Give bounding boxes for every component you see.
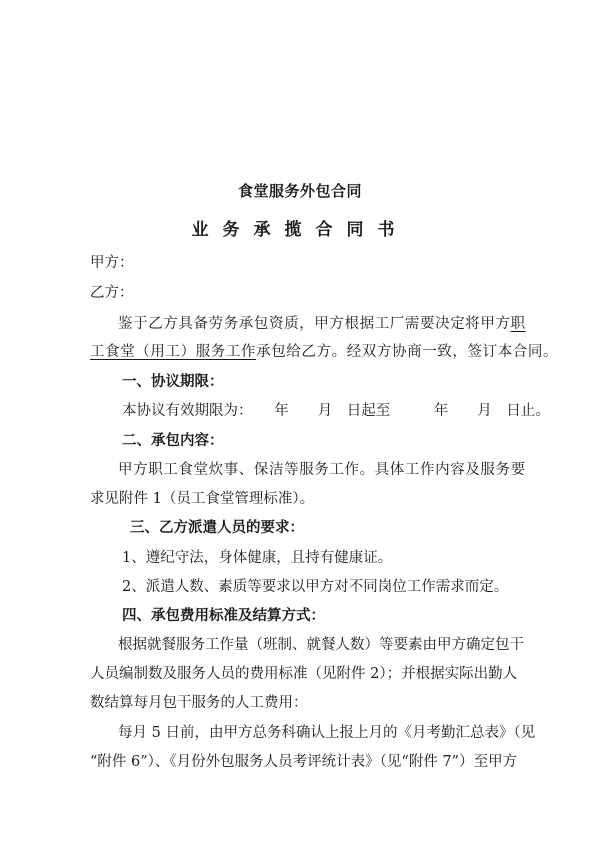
section-4-heading: 四、承包费用标准及结算方式： [122,607,325,624]
intro-line-2 [90,342,558,362]
section-3-heading: 三、乙方派遣人员的要求： [130,519,304,536]
document-title: 业务承揽合同书 [191,220,409,240]
section-4-text-5: “附件 6”）、《月份外包服务人员考评统计表》（见“附件 7”）至甲方 [90,754,518,770]
section-1-heading: 一、协议期限： [122,373,224,390]
underlined-text: 工食堂（用工）服务工作 [90,344,257,360]
section-3-item-1: 1、遵纪守法，身体健康，且持有健康证。 [122,550,393,566]
document-subtitle: 食堂服务外包合同 [237,182,362,200]
section-2-heading: 二、承包内容： [122,432,224,449]
party-b-label: 乙方： [90,285,134,301]
section-2-text-2: 求见附件 1（员工食堂管理标准）。 [90,491,315,507]
section-4-text-1: 根据就餐服务工作量（班制、就餐人数）等要素由甲方确定包干 [118,637,524,653]
intro-text: 鉴于乙方具备劳务承包资质，甲方根据工厂需要决定将甲方 [118,316,511,332]
intro-text: 承包给乙方。经双方协商一致，签订本合同。 [256,344,559,360]
party-a-label: 甲方： [90,255,134,271]
underlined-text: 职 [510,316,526,332]
section-4-text-3: 数结算每月包干服务的人工费用： [90,695,308,711]
section-4-text-2: 人员编制数及服务人员的费用标准（见附件 2）；并根据实际出勤人 [90,666,518,682]
section-2-text-1: 甲方职工食堂炊事、保洁等服务工作。具体工作内容及服务要 [118,462,526,478]
section-3-item-2: 2、派遣人数、素质等要求以甲方对不同岗位工作需求而定。 [122,579,509,595]
section-1-text: 本协议有效期限为： 年 月 日起至 年 月 日止。 [122,403,550,419]
intro-line-1 [118,314,526,334]
section-4-text-4: 每月 5 日前，由甲方总务科确认上报上月的《月考勤汇总表》（见 [118,725,536,741]
